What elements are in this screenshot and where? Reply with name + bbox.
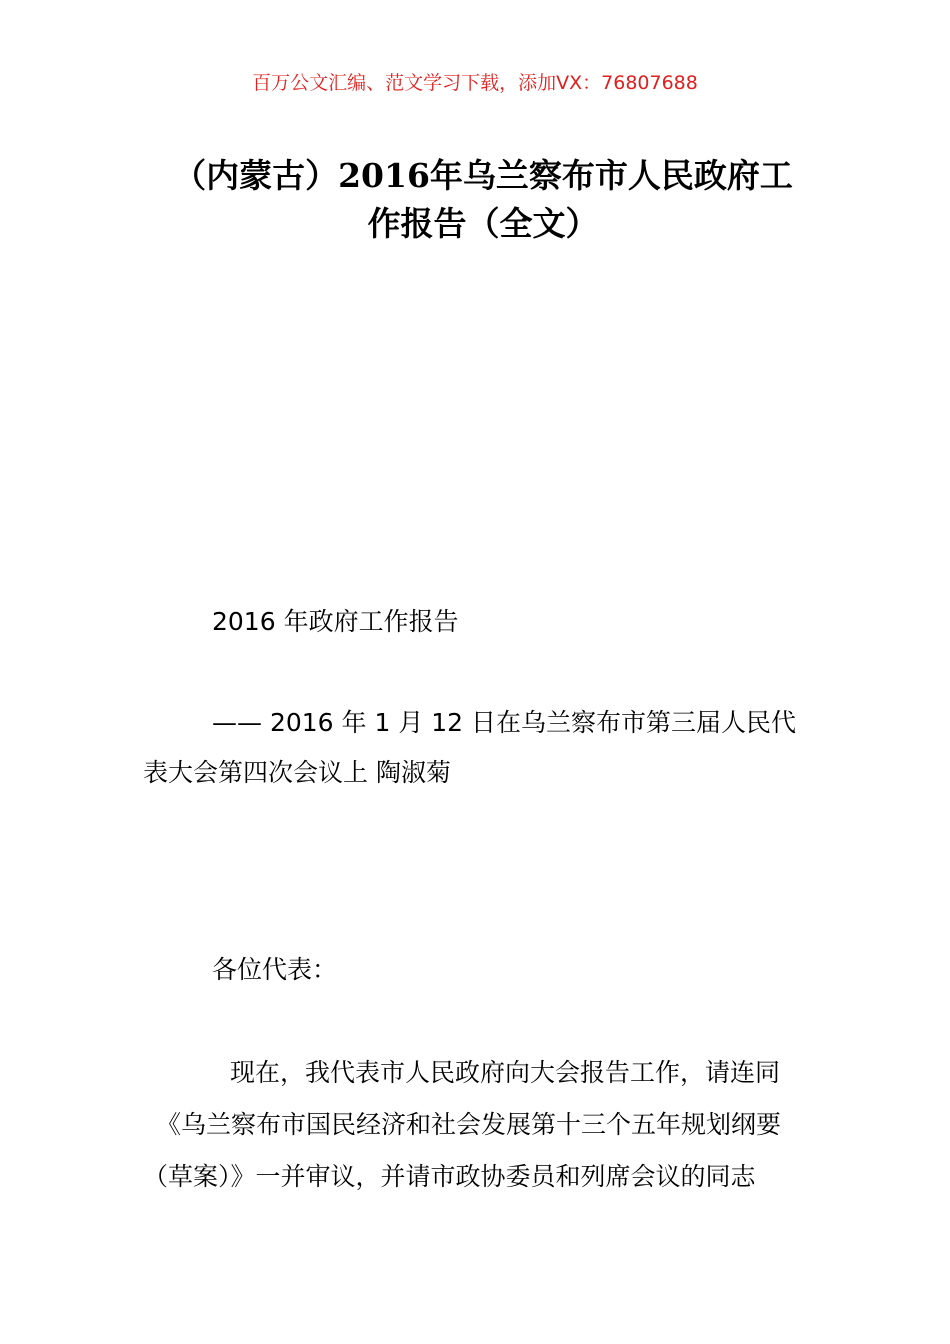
report-title: 2016 年政府工作报告 xyxy=(212,607,459,636)
document-title xyxy=(148,152,818,248)
header-watermark: 百万公文汇编、范文学习下载，添加VX：76807688 xyxy=(252,72,698,94)
paragraph-line-2: 《乌兰察布市国民经济和社会发展第十三个五年规划纲要 xyxy=(156,1110,782,1139)
title-line-1: （内蒙古）2016年乌兰察布市人民政府工 xyxy=(173,156,793,195)
salutation: 各位代表： xyxy=(212,955,338,984)
byline-line-1: —— 2016 年 1 月 12 日在乌兰察布市第三届人民代 xyxy=(212,708,797,737)
paragraph-line-1: 现在，我代表市人民政府向大会报告工作，请连同 xyxy=(230,1058,781,1087)
paragraph-line-3: （草案）》一并审议，并请市政协委员和列席会议的同志 xyxy=(143,1162,756,1191)
byline-line-2: 表大会第四次会议上 陶淑菊 xyxy=(143,758,451,787)
title-line-2: 作报告（全文） xyxy=(367,204,599,243)
